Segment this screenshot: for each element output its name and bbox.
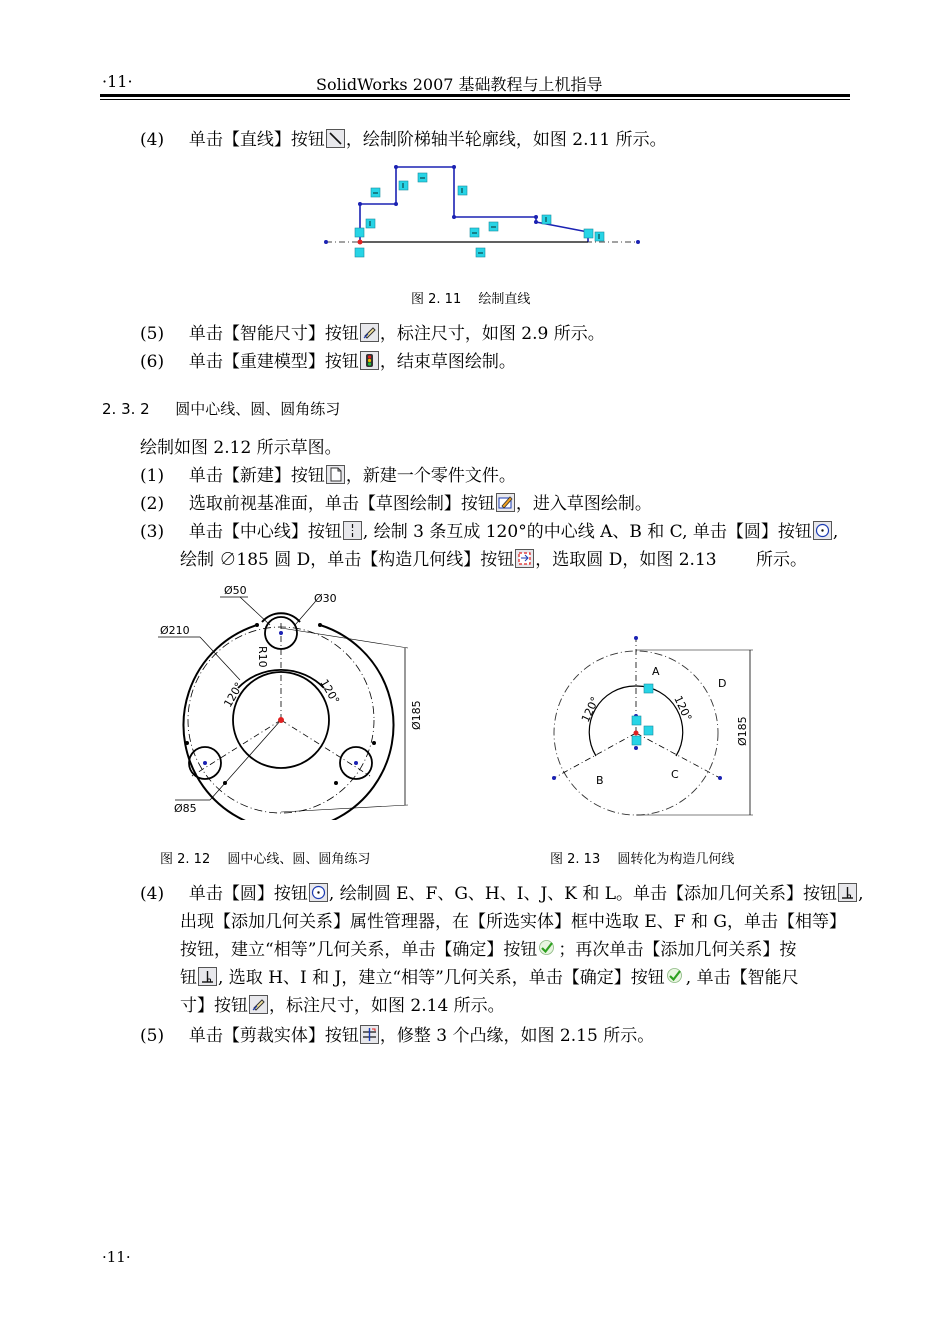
step-number: (4) xyxy=(140,130,165,150)
step-text: ，选取圆 D，如图 2.13 所示。 xyxy=(535,550,807,570)
step-line-3b xyxy=(180,546,807,574)
step-text: ，进入草图绘制。 xyxy=(515,494,652,514)
trim-entities-icon xyxy=(360,1025,379,1044)
step-line-2 xyxy=(140,490,652,518)
figure-2-13 xyxy=(548,628,768,823)
step-number: (4) xyxy=(140,884,165,904)
dim-d50: Ø50 xyxy=(224,584,247,597)
angle-120-left: 120° xyxy=(578,694,602,725)
step-text: ，标注尺寸，如图 2.9 所示。 xyxy=(379,324,605,344)
dim-d185: Ø185 xyxy=(736,716,749,746)
label-c: C xyxy=(671,768,679,781)
step-text: 单击【中心线】按钮 xyxy=(188,522,342,542)
step-text: , xyxy=(832,522,839,542)
dim-d85: Ø85 xyxy=(174,802,197,815)
step-number: (1) xyxy=(140,466,165,486)
section-title: 圆中心线、圆、圆角练习 xyxy=(175,400,341,418)
step-text: 绘制 ∅185 圆 D，单击【构造几何线】按钮 xyxy=(180,550,515,570)
check-icon xyxy=(538,939,557,958)
step-number: (2) xyxy=(140,494,165,514)
step-text: 选取前视基准面，单击【草图绘制】按钮 xyxy=(188,494,495,514)
circle-icon xyxy=(309,883,328,902)
header-page-number: ·11· xyxy=(102,72,133,91)
add-relation-icon xyxy=(838,883,857,902)
figure-2-11 xyxy=(318,158,648,268)
smart-dimension-icon xyxy=(360,323,379,342)
sketch-icon xyxy=(496,493,515,512)
header-rule-thick xyxy=(100,94,850,97)
add-relation-icon xyxy=(198,967,217,986)
construction-geometry-icon xyxy=(515,549,534,568)
dim-r10: R10 xyxy=(256,646,269,668)
step-text: 钮 xyxy=(180,968,197,988)
figure-2-12-caption: 图 2. 12 圆中心线、圆、圆角练习 xyxy=(160,852,371,867)
step-number: (5) xyxy=(140,1026,165,1046)
step-text: , 绘制 3 条互成 120°的中心线 A、B 和 C, 单击【圆】按钮 xyxy=(362,522,812,542)
label-b: B xyxy=(596,774,604,787)
step-number: (5) xyxy=(140,324,165,344)
step-line-5a xyxy=(140,320,605,348)
circle-icon xyxy=(813,521,832,540)
figure-2-11-caption: 图 2. 11 绘制直线 xyxy=(411,292,531,307)
step-text: , 选取 H、I 和 J，建立“相等”几何关系，单击【确定】按钮 xyxy=(218,968,665,988)
label-a: A xyxy=(652,665,660,678)
section-number: 2. 3. 2 xyxy=(102,400,150,418)
step-text: ；再次单击【添加几何关系】按 xyxy=(558,940,797,960)
step-text: , 绘制圆 E、F、G、H、I、J、K 和 L。单击【添加几何关系】按钮 xyxy=(328,884,838,904)
step-line-6a xyxy=(140,348,516,376)
footer-page-number: ·11· xyxy=(102,1248,131,1266)
rebuild-icon xyxy=(360,351,379,370)
step-line-4-3 xyxy=(180,936,796,964)
figure-2-12 xyxy=(150,580,440,820)
step-text: 单击【直线】按钮 xyxy=(188,130,325,150)
step-text: 单击【重建模型】按钮 xyxy=(188,352,359,372)
line-icon xyxy=(326,129,345,148)
step-line-5b xyxy=(140,1022,654,1050)
new-document-icon xyxy=(326,465,345,484)
dim-d210: Ø210 xyxy=(160,624,190,637)
step-text: ，结束草图绘制。 xyxy=(379,352,516,372)
step-text: 单击【圆】按钮 xyxy=(188,884,308,904)
step-text: ，标注尺寸，如图 2.14 所示。 xyxy=(269,996,505,1016)
step-line-1 xyxy=(140,462,516,490)
step-line-4a xyxy=(140,126,667,154)
step-line-4-4 xyxy=(180,964,799,992)
header-title: SolidWorks 2007 基础教程与上机指导 xyxy=(316,75,603,94)
step-text: , 单击【智能尺 xyxy=(685,968,799,988)
check-icon xyxy=(666,967,685,986)
step-text: 单击【新建】按钮 xyxy=(188,466,325,486)
dim-d185: Ø185 xyxy=(410,700,423,730)
centerline-icon xyxy=(343,521,362,540)
step-text: ，新建一个零件文件。 xyxy=(345,466,516,486)
step-line-4-5 xyxy=(180,992,505,1020)
step-line-4-2: 出现【添加几何关系】属性管理器，在【所选实体】框中选取 E、F 和 G，单击【相等】 xyxy=(180,912,846,932)
step-line-3a xyxy=(140,518,838,546)
step-text: , xyxy=(858,884,864,904)
section-heading xyxy=(102,398,340,419)
angle-120-left: 120° xyxy=(221,680,246,710)
smart-dimension-icon xyxy=(249,995,268,1014)
step-text: ，绘制阶梯轴半轮廓线，如图 2.11 所示。 xyxy=(345,130,667,150)
step-number: (3) xyxy=(140,522,165,542)
step-text: 单击【剪裁实体】按钮 xyxy=(188,1026,359,1046)
step-text: ，修整 3 个凸缘，如图 2.15 所示。 xyxy=(379,1026,655,1046)
step-number: (6) xyxy=(140,352,165,372)
figure-2-13-caption: 图 2. 13 圆转化为构造几何线 xyxy=(550,852,735,867)
label-d: D xyxy=(718,677,727,690)
angle-120-right: 120° xyxy=(317,677,342,707)
step-text: 单击【智能尺寸】按钮 xyxy=(188,324,359,344)
step-line-4-1 xyxy=(140,880,863,908)
header-rule-thin xyxy=(100,99,850,100)
intro-text: 绘制如图 2.12 所示草图。 xyxy=(140,438,342,458)
dim-d30: Ø30 xyxy=(314,592,337,605)
step-text: 按钮，建立“相等”几何关系，单击【确定】按钮 xyxy=(180,940,538,960)
angle-120-right: 120° xyxy=(671,693,695,724)
step-text: 寸】按钮 xyxy=(180,996,248,1016)
